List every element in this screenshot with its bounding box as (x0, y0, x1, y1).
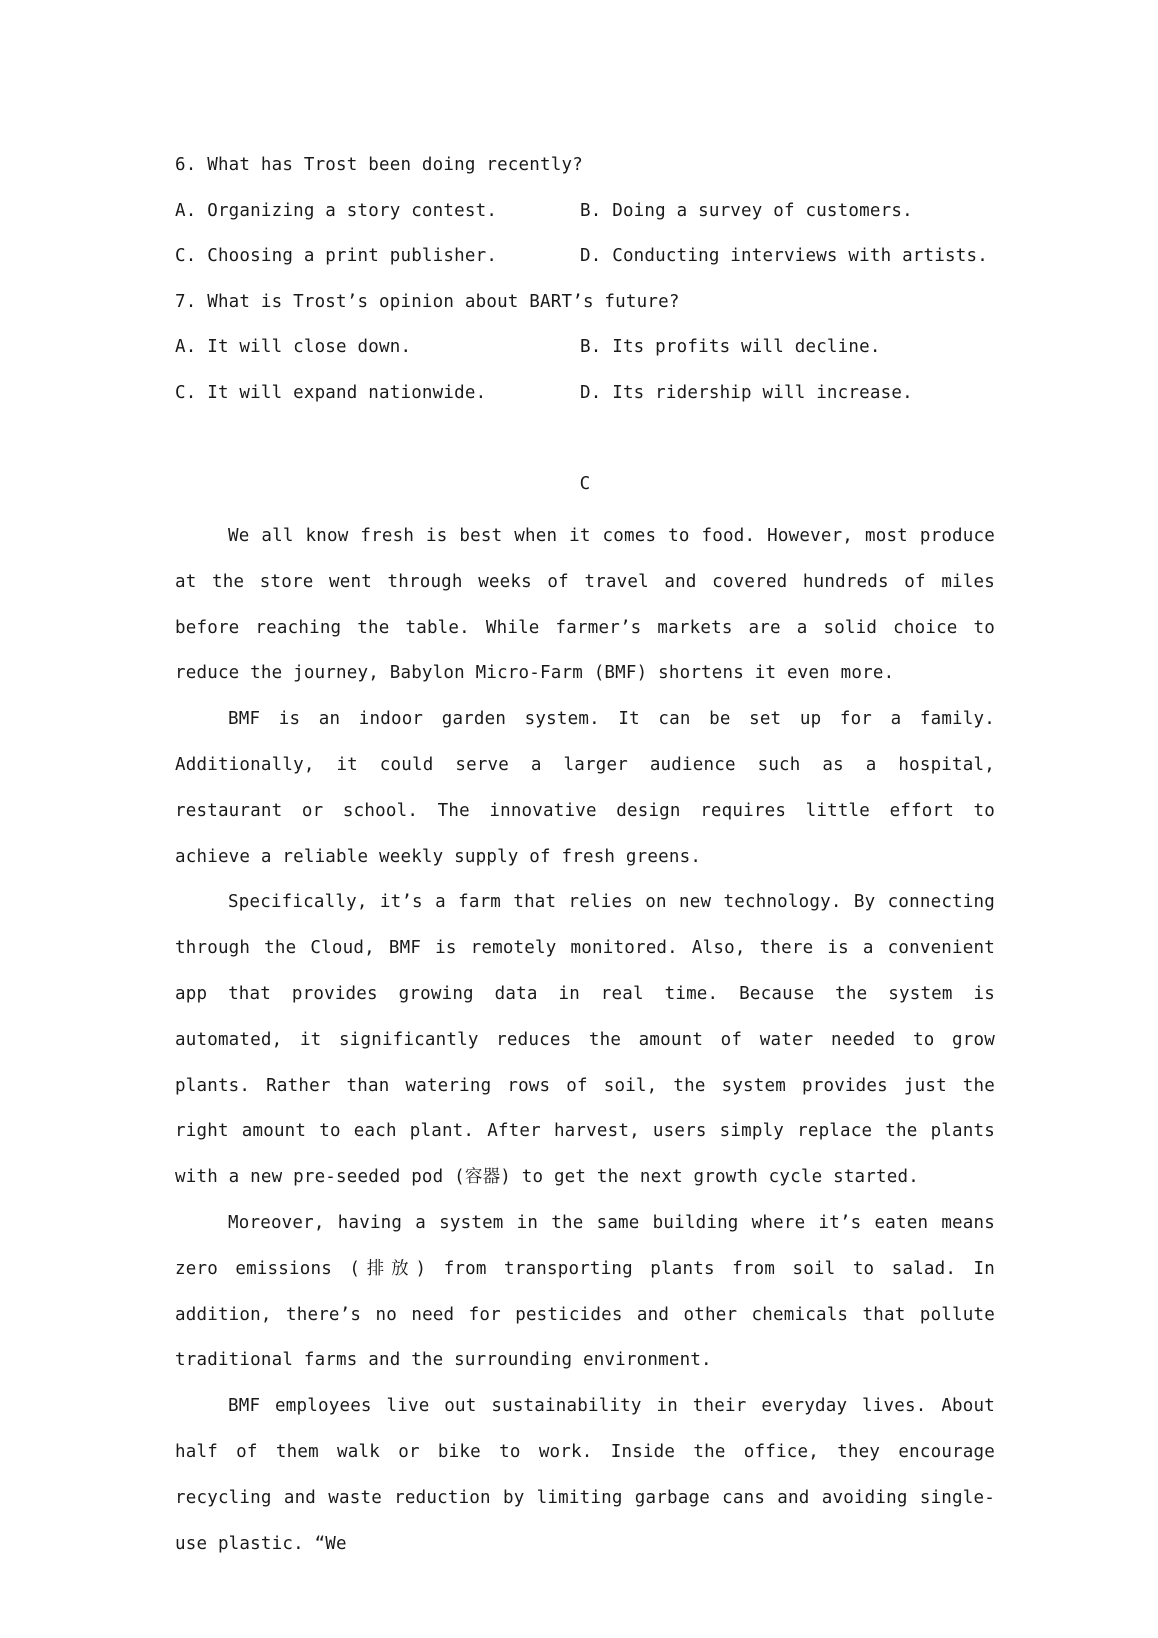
option-d: D. Its ridership will increase. (580, 382, 913, 403)
option-b: B. Its profits will decline. (580, 337, 881, 357)
option-a: A. It will close down. (175, 337, 412, 357)
paragraph: Specifically, it’s a farm that relies on new technology. By connecting through the Cloud, BMF is remotely monitored. Also, there is a convenient app that provides growing data in real time. Because the system is automated, it significantly reduces the amount of water needed to grow plants. Rather than watering rows of soil, the system provides just the right amount to each plant. After harvest, users simply replace the plants with a new pre-seeded pod (容器) to get the next growth cycle started. (175, 892, 995, 1188)
option-b: B. Doing a survey of customers. (580, 200, 913, 221)
section-title: C (579, 474, 591, 494)
exam-page (175, 150, 995, 1567)
option-c: C. Choosing a print publisher. (175, 246, 498, 266)
question-6 (175, 150, 995, 287)
option-c: C. It will expand nationwide. (175, 382, 487, 403)
option-row (175, 196, 995, 242)
paragraph: BMF employees live out sustainability in their everyday lives. About half of them walk or bike to work. Inside the office, they encourage recycling and waste reduction by limiting garbage cans and avoiding single-use plastic. “We (175, 1396, 995, 1554)
option-row (175, 378, 995, 424)
paragraph: Moreover, having a system in the same building where it’s eaten means zero emissions (排放) from transporting plants from soil to salad. In addition, there’s no need for pesticides and other chemicals that pollute traditional farms and the surrounding environment. (175, 1212, 995, 1371)
paragraph: BMF is an indoor garden system. It can be set up for a family. Additionally, it could serve a larger audience such as a hospital, restaurant or school. The innovative design requires little effort to achieve a reliable weekly supply of fresh greens. (175, 709, 995, 867)
option-a: A. Organizing a story contest. (175, 200, 498, 221)
question-7 (175, 287, 995, 424)
question-stem: 7. What is Trost’s opinion about BART’s future? (175, 291, 680, 312)
option-row (175, 332, 995, 378)
question-stem: 6. What has Trost been doing recently? (175, 155, 583, 175)
paragraph: We all know fresh is best when it comes to food. However, most produce at the store went through weeks of travel and covered hundreds of miles before reaching the table. While farmer’s markets are a solid choice to reduce the journey, Babylon Micro-Farm (BMF) shortens it even more. (175, 526, 995, 684)
option-row (175, 241, 995, 287)
option-d: D. Conducting interviews with artists. (580, 246, 988, 266)
